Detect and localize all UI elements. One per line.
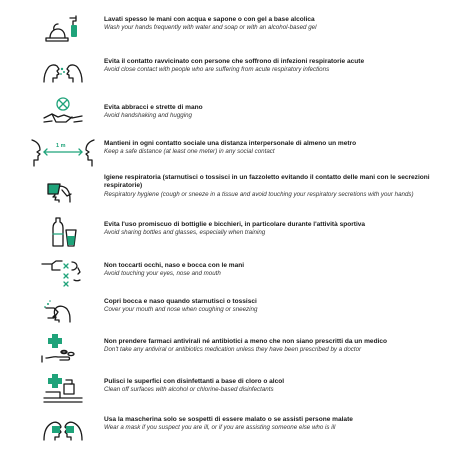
guideline-italian: Pulisci le superfici con disinfettanti a base di cloro o alcol [104,378,285,385]
wash-hands-icon [40,12,86,44]
guideline-english: Cover your mouth and nose when coughing or sneezing [104,306,258,314]
guideline-italian: Evita il contatto ravvicinato con persone che soffrono di infezioni respiratorie acute [104,58,365,65]
guideline-italian: Non prendere farmaci antivirali né antibiotici a meno che non siano prescritti da un medico [104,338,388,345]
medicine-hand-icon [40,332,86,364]
guideline-english: Avoid sharing bottles and glasses, especially when training [104,229,266,237]
two-faces-icon [40,54,86,86]
guideline-english: Respiratory hygiene (cough or sneeze in a tissue and avoid touching your respiratory secretions with your hands) [104,190,414,198]
cover-mouth-icon [40,292,86,324]
distance-icon [30,136,96,168]
guideline-italian: Copri bocca e naso quando starnutisci o tossisci [104,298,257,305]
guideline-italian: Non toccarti occhi, naso e bocca con le mani [104,262,245,269]
guideline-italian: Evita abbracci e strette di mano [104,104,203,111]
no-handshake-icon [40,96,86,128]
guideline-english: Avoid handshaking and hugging [104,112,192,120]
distance-label: 1 m [56,143,66,149]
guideline-english: Keep a safe distance (at least one meter) in any social contact [104,148,275,156]
guideline-english: Avoid touching your eyes, nose and mouth [104,270,221,278]
guideline-english: Clean off surfaces with alcohol or chlorine-based disinfectants [104,386,274,394]
guideline-italian: Lavati spesso le mani con acqua e sapone o con gel a base alcolica [104,16,315,23]
guideline-english: Avoid close contact with people who are suffering from acute respiratory infections [104,66,330,74]
bottle-glass-icon [40,216,86,248]
guideline-english: Wear a mask if you suspect you are ill, or if you are assisting someone else who is ill [104,424,336,432]
guideline-italian: Usa la mascherina solo se sospetti di essere malato o se assisti persone malate [104,416,353,423]
guideline-italian: Igiene respiratoria (starnutisci o tossisci in un fazzoletto evitando il contatto delle mani con le secrezioni respiratorie) [104,174,430,190]
no-touch-face-icon [40,256,86,288]
disinfect-surface-icon [40,372,86,404]
guideline-english: Wash your hands frequently with water and soap or with an alcohol-based gel [104,24,317,32]
sneeze-tissue-icon [40,172,86,204]
guideline-italian: Mantieni in ogni contatto sociale una distanza interpersonale di almeno un metro [104,140,357,147]
guideline-english: Don't take any antiviral or antibiotics medication unless they have been prescribed by a doctor [104,346,362,354]
guideline-italian: Evita l'uso promiscuo di bottiglie e bicchieri, in particolare durante l'attività sportiva [104,221,366,228]
mask-icon [40,410,86,442]
